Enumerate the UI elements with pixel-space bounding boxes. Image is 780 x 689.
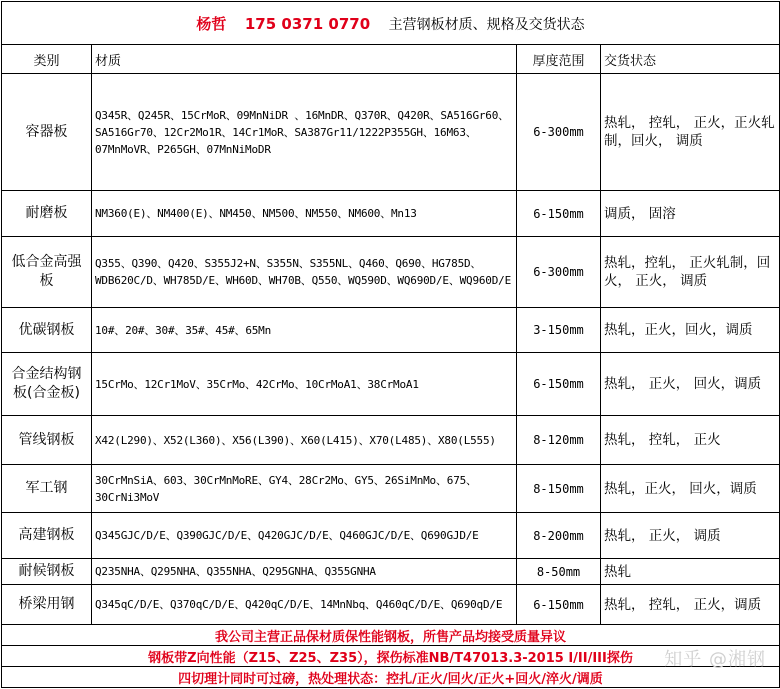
row-delivery: 热轧， 正火， 调质 [601,513,780,559]
footer-row [2,667,780,688]
contact-name: 杨哲 [196,14,227,33]
row-category: 管线钢板 [2,416,92,465]
row-delivery: 调质， 固溶 [601,191,780,237]
row-material: 15CrMo、12Cr1MoV、35CrMo、42CrMo、10CrMoA1、38CrMoA1 [92,353,517,416]
table-row [2,585,780,625]
header-row [2,45,780,74]
row-category: 合金结构钢板(合金板) [2,353,92,416]
row-delivery: 热轧，正火， 回火，调质 [601,465,780,513]
row-delivery: 热轧， 控轧， 正火，正火轧制，回火， 调质 [601,74,780,191]
row-material: Q345qC/D/E、Q370qC/D/E、Q420qC/D/E、14MnNbq、Q460qC/D/E、Q690qD/E [92,585,517,625]
row-thickness: 8-200mm [517,513,601,559]
header-material: 材质 [92,45,517,74]
contact-phone: 175 0371 0770 [244,14,371,33]
footer-note-quality: 我公司主营正品保材质保性能钢板，所售产品均接受质量异议 [2,625,780,646]
table-row [2,559,780,585]
footer-note-inspection: 钢板带Z向性能（Z15、Z25、Z35），探伤标准NB/T47013.3-2015 I/II/III探伤 [2,646,780,667]
title-description: 主营钢板材质、规格及交货状态 [388,16,585,33]
row-thickness: 8-150mm [517,465,601,513]
row-material: 30CrMnSiA、603、30CrMnMoRE、GY4、28Cr2Mo、GY5、26SiMnMo、675、30CrNi3MoV [92,465,517,513]
footer-row [2,625,780,646]
table-row [2,74,780,191]
footer-row [2,646,780,667]
row-material: Q345GJC/D/E、Q390GJC/D/E、Q420GJC/D/E、Q460GJC/D/E、Q690GJD/E [92,513,517,559]
steel-plate-table [1,1,780,688]
row-material: Q355、Q390、Q420、S355J2+N、S355N、S355NL、Q460、Q690、HG785D、WDB620C/D、WH785D/E、WH60D、WH70B、Q550、WQ590D、WQ690D/E、WQ960D/E [92,237,517,308]
table-row [2,353,780,416]
row-material: X42(L290)、X52(L360)、X56(L390)、X60(L415)、X70(L485)、X80(L555) [92,416,517,465]
row-thickness: 6-300mm [517,74,601,191]
row-delivery: 热轧，控轧， 正火轧制，回火， 正火， 调质 [601,237,780,308]
header-delivery: 交货状态 [601,45,780,74]
row-category: 军工钢 [2,465,92,513]
table-row [2,308,780,353]
row-thickness: 8-120mm [517,416,601,465]
header-category: 类别 [2,45,92,74]
row-delivery: 热轧， 控轧， 正火 [601,416,780,465]
table-row [2,513,780,559]
row-category: 耐磨板 [2,191,92,237]
row-delivery: 热轧， 正火， 回火，调质 [601,353,780,416]
row-category: 高建钢板 [2,513,92,559]
row-category: 桥梁用钢 [2,585,92,625]
row-thickness: 3-150mm [517,308,601,353]
row-delivery: 热轧 [601,559,780,585]
row-thickness: 6-150mm [517,191,601,237]
row-category: 容器板 [2,74,92,191]
row-thickness: 8-50mm [517,559,601,585]
row-category: 耐候钢板 [2,559,92,585]
title-row [2,2,780,45]
row-thickness: 6-150mm [517,353,601,416]
table-row [2,465,780,513]
row-thickness: 6-150mm [517,585,601,625]
row-material: 10#、20#、30#、35#、45#、65Mn [92,308,517,353]
row-delivery: 热轧， 控轧， 正火，调质 [601,585,780,625]
watermark: 知乎 @湘钢 [664,649,766,670]
table-row [2,191,780,237]
row-material: Q235NHA、Q295NHA、Q355NHA、Q295GNHA、Q355GNHA [92,559,517,585]
footer-note-processing: 四切理计同时可过磅，热处理状态：控扎/正火/回火/正火+回火/淬火/调质 [2,667,780,688]
header-thickness: 厚度范围 [517,45,601,74]
row-category: 低合金高强板 [2,237,92,308]
row-thickness: 6-300mm [517,237,601,308]
row-category: 优碳钢板 [2,308,92,353]
row-material: Q345R、Q245R、15CrMoR、09MnNiDR 、16MnDR、Q370R、Q420R、SA516Gr60、SA516Gr70、12Cr2Mo1R、14Cr1MoR、SA387Gr11/1222P355GH、16M63、07MnMoVR、P265GH、07MnNiMoDR [92,74,517,191]
table-row [2,416,780,465]
row-delivery: 热轧，正火，回火，调质 [601,308,780,353]
row-material: NM360(E)、NM400(E)、NM450、NM500、NM550、NM600、Mn13 [92,191,517,237]
table-row [2,237,780,308]
